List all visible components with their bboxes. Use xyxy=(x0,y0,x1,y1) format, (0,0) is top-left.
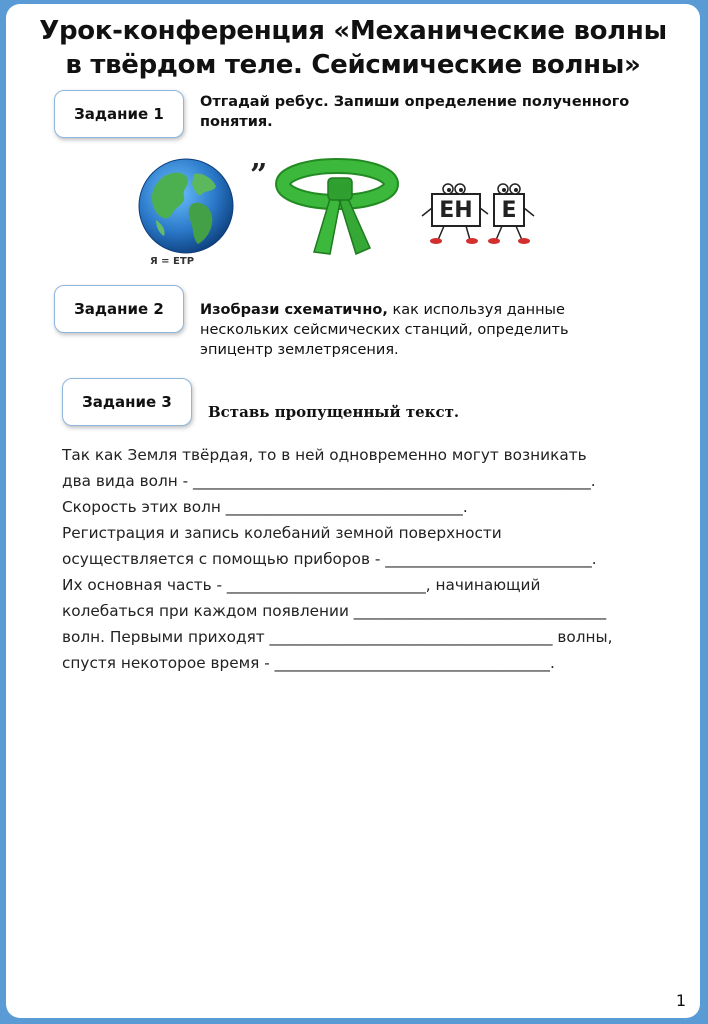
globe-caption: Я = ЕТР xyxy=(150,256,195,267)
fill-line-6: Их основная часть - __________________________, начинающий xyxy=(62,576,541,594)
task-2-instruction xyxy=(200,300,610,360)
worksheet-page xyxy=(6,4,700,1018)
fill-line-9: спустя некоторое время - ____________________________________. xyxy=(62,654,555,672)
rebus-globe xyxy=(136,154,236,272)
fill-line-7: колебаться при каждом появлении _________________________________ xyxy=(62,602,607,620)
task-1-instruction: Отгадай ребус. Запиши определение полученного понятия. xyxy=(200,94,630,130)
fill-line-4: Регистрация и запись колебаний земной поверхности xyxy=(62,524,502,542)
letter-card-1: ЕН xyxy=(439,197,473,223)
letter-card-2: Е xyxy=(501,197,517,223)
fill-line-8: волн. Первыми приходят _____________________________________ волны, xyxy=(62,628,613,646)
globe-icon xyxy=(136,154,236,272)
fill-in-text xyxy=(62,442,662,676)
task-3-label: Задание 3 xyxy=(62,378,192,426)
fill-line-5: осуществляется с помощью приборов - ___________________________. xyxy=(62,550,597,568)
page-title xyxy=(6,14,700,82)
task-1-label: Задание 1 xyxy=(54,90,184,138)
task-3-instruction: Вставь пропущенный текст. xyxy=(208,403,460,421)
task-2-instruction-rest: как используя данные нескольких сейсмических станций, определить эпицентр землетрясения. xyxy=(200,302,569,358)
fill-line-2: два вида волн - ____________________________________________________. xyxy=(62,472,596,490)
fill-line-1: Так как Земля твёрдая, то в ней одновременно могут возникать xyxy=(62,446,587,464)
page-number: 1 xyxy=(675,991,686,1010)
fill-line-3: Скорость этих волн _______________________________. xyxy=(62,498,468,516)
rebus-belt xyxy=(274,156,400,260)
title-line-2: в твёрдом теле. Сейсмические волны» xyxy=(65,50,641,80)
belt-icon xyxy=(274,156,400,260)
title-line-1: Урок-конференция «Механические волны xyxy=(39,16,667,46)
rebus-quote-mark: ” xyxy=(250,158,268,193)
task-2-label: Задание 2 xyxy=(54,285,184,333)
task-2-instruction-bold: Изобрази схематично, xyxy=(200,302,388,318)
rebus-letter-cards xyxy=(418,180,538,246)
